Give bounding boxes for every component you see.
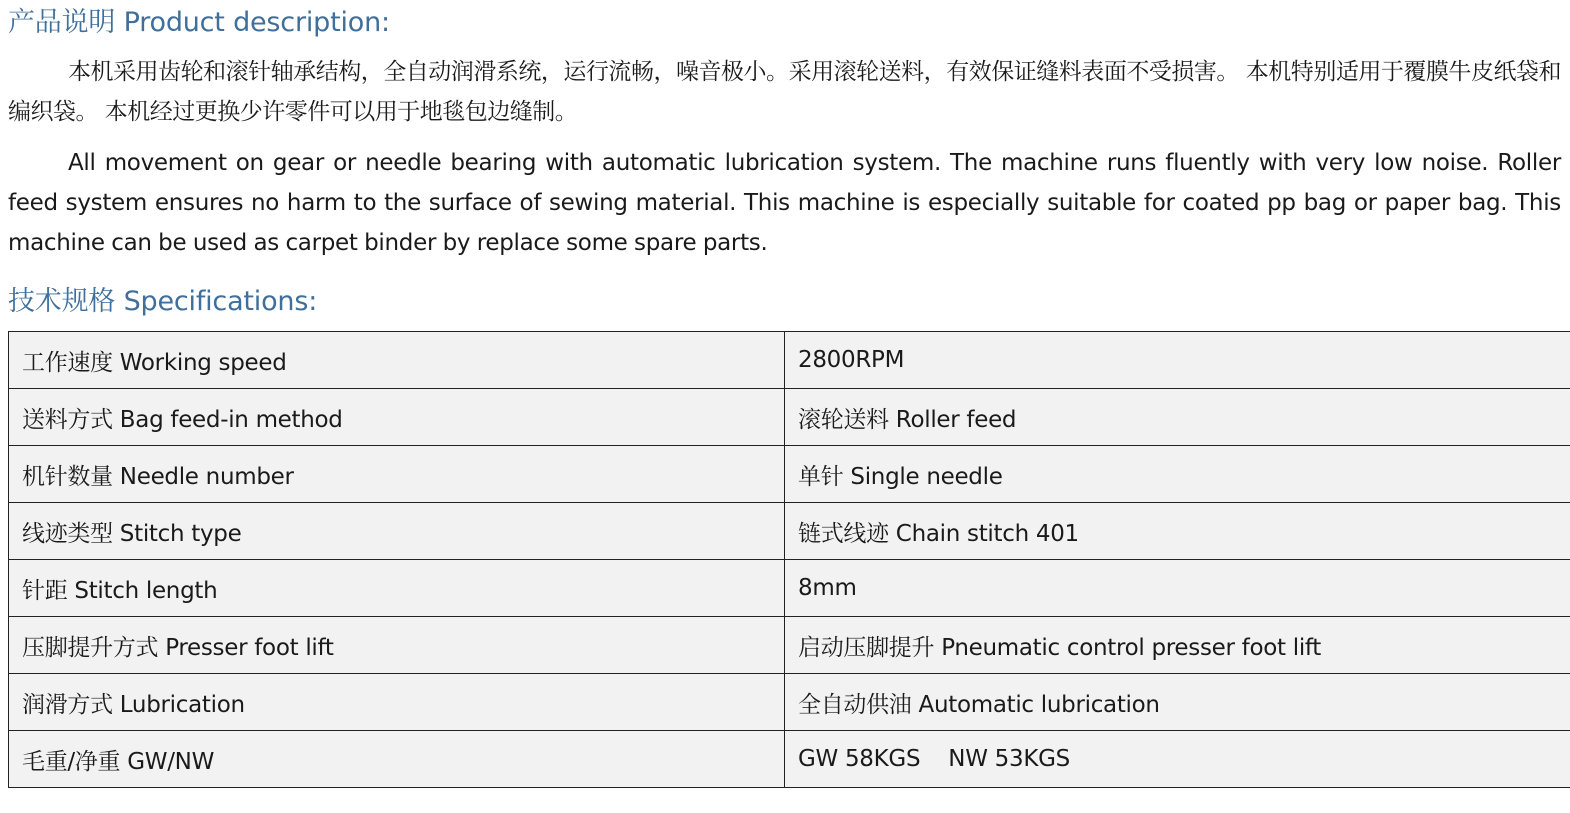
- description-english-paragraph: All movement on gear or needle bearing with automatic lubrication system. The machine runs fluently with very low noise. Roller feed system ensures no harm to the surface of sewing material. This machine is especially suitable for coated pp bag or paper bag. This machine can be used as carpet binder by replace some spare parts.: [8, 150, 1561, 256]
- specifications-table: [8, 331, 1570, 788]
- spec-label: 润滑方式 Lubrication: [9, 674, 785, 731]
- spec-row-needle-number: [9, 446, 1570, 503]
- spec-value: 8mm: [785, 560, 1570, 617]
- spec-label: 工作速度 Working speed: [9, 332, 785, 389]
- spec-value: 启动压脚提升 Pneumatic control presser foot lift: [785, 617, 1570, 674]
- product-description-heading: 产品说明 Product description:: [8, 7, 390, 38]
- spec-label: 送料方式 Bag feed-in method: [9, 389, 785, 446]
- spec-value: 滚轮送料 Roller feed: [785, 389, 1570, 446]
- spec-label: 机针数量 Needle number: [9, 446, 785, 503]
- spec-value: 链式线迹 Chain stitch 401: [785, 503, 1570, 560]
- spec-value: 全自动供油 Automatic lubrication: [785, 674, 1570, 731]
- description-chinese-paragraph: 本机采用齿轮和滚针轴承结构，全自动润滑系统，运行流畅，噪音极小。采用滚轮送料，有效保证缝料表面不受损害。 本机特别适用于覆膜牛皮纸袋和编织袋。 本机经过更换少许零件可以用于地毯包边缝制。: [8, 59, 1561, 125]
- spec-row-stitch-type: [9, 503, 1570, 560]
- spec-row-presser-foot-lift: [9, 617, 1570, 674]
- spec-label: 线迹类型 Stitch type: [9, 503, 785, 560]
- spec-label: 针距 Stitch length: [9, 560, 785, 617]
- spec-value: GW 58KGS NW 53KGS: [785, 731, 1570, 788]
- spec-label: 压脚提升方式 Presser foot lift: [9, 617, 785, 674]
- spec-row-working-speed: [9, 332, 1570, 389]
- spec-value: 单针 Single needle: [785, 446, 1570, 503]
- specifications-heading: 技术规格 Specifications:: [8, 286, 318, 317]
- spec-label: 毛重/净重 GW/NW: [9, 731, 785, 788]
- spec-row-feed-method: [9, 389, 1570, 446]
- spec-row-stitch-length: [9, 560, 1570, 617]
- spec-row-lubrication: [9, 674, 1570, 731]
- spec-value: 2800RPM: [785, 332, 1570, 389]
- spec-row-weight: [9, 731, 1570, 788]
